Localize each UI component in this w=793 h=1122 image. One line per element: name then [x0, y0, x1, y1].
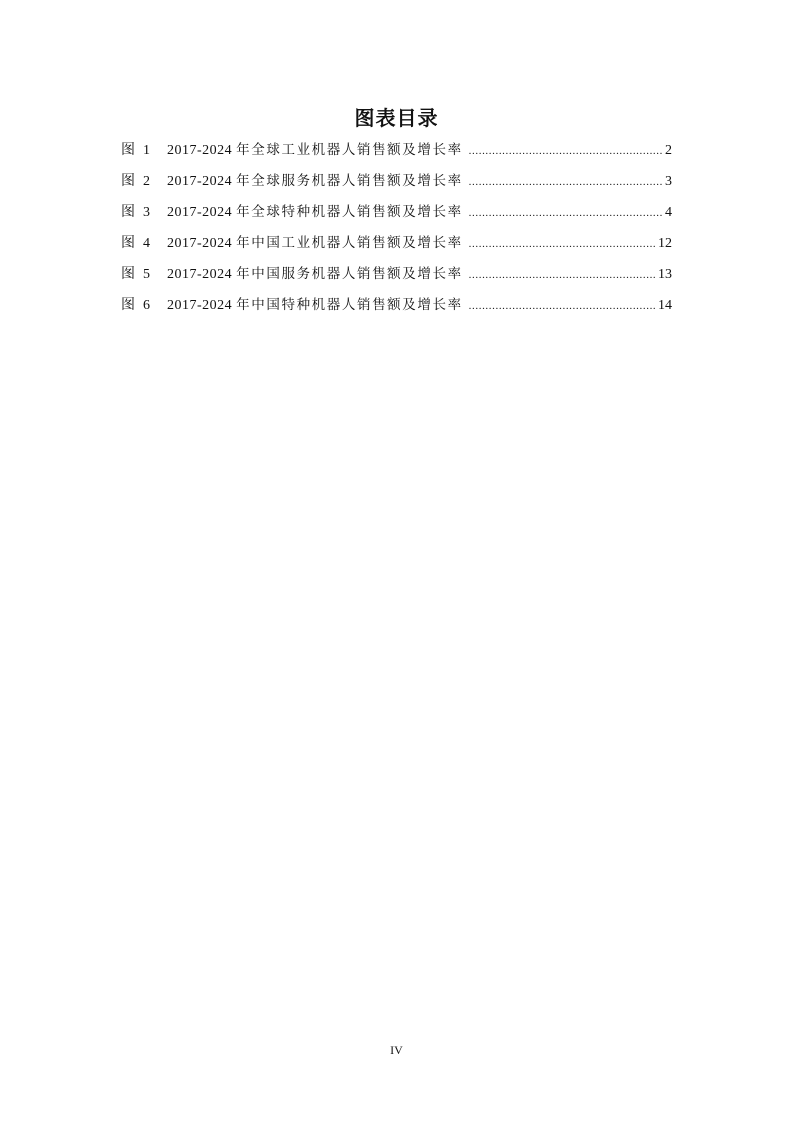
- figure-title: [167, 232, 463, 255]
- toc-entry[interactable]: [121, 263, 672, 294]
- toc-entry[interactable]: [121, 201, 672, 232]
- figure-number: 1: [143, 143, 150, 158]
- dot-leader: [469, 264, 656, 286]
- toc-entry[interactable]: [121, 170, 672, 201]
- figure-title-text: 年中国服务机器人销售额及增长率: [236, 266, 463, 282]
- toc-entry[interactable]: [121, 232, 672, 263]
- dot-leader: [469, 171, 663, 193]
- page-number: 2: [665, 143, 672, 158]
- figure-year-range: 2017-2024: [167, 236, 233, 251]
- toc-entry[interactable]: [121, 139, 672, 170]
- page-number: 3: [665, 174, 672, 189]
- figure-number: 4: [143, 236, 150, 251]
- figure-title-text: 年中国工业机器人销售额及增长率: [236, 235, 463, 251]
- dot-leader: [469, 202, 663, 224]
- figure-label-text: 图: [121, 235, 135, 251]
- figure-title-text: 年中国特种机器人销售额及增长率: [236, 297, 463, 313]
- figure-year-range: 2017-2024: [167, 143, 233, 158]
- figure-title: [167, 201, 463, 224]
- figure-year-range: 2017-2024: [167, 298, 233, 313]
- page-number: 14: [658, 298, 672, 313]
- figure-label: [121, 139, 167, 162]
- figure-number: 2: [143, 174, 150, 189]
- dot-leader: [469, 140, 663, 162]
- figure-label: [121, 232, 167, 255]
- page-number: 13: [658, 267, 672, 282]
- figure-label-text: 图: [121, 204, 135, 220]
- footer-page-number: IV: [390, 1043, 403, 1057]
- figure-number: 3: [143, 205, 150, 220]
- figure-label: [121, 170, 167, 193]
- figure-title-text: 年全球工业机器人销售额及增长率: [236, 142, 463, 158]
- figure-year-range: 2017-2024: [167, 205, 233, 220]
- figure-label: [121, 201, 167, 224]
- figure-number: 5: [143, 267, 150, 282]
- figure-title: [167, 294, 463, 317]
- page-number: 4: [665, 205, 672, 220]
- figure-label-text: 图: [121, 142, 135, 158]
- figure-title-text: 年全球特种机器人销售额及增长率: [236, 204, 463, 220]
- figure-year-range: 2017-2024: [167, 174, 233, 189]
- figure-list: [121, 139, 672, 325]
- page-title: 图表目录: [354, 106, 439, 130]
- toc-entry[interactable]: [121, 294, 672, 325]
- figure-number: 6: [143, 298, 150, 313]
- dot-leader: [469, 295, 656, 317]
- figure-title: [167, 170, 463, 193]
- figure-label-text: 图: [121, 297, 135, 313]
- figure-label: [121, 294, 167, 317]
- figure-title: [167, 263, 463, 286]
- figure-year-range: 2017-2024: [167, 267, 233, 282]
- figure-title: [167, 139, 463, 162]
- figure-title-text: 年全球服务机器人销售额及增长率: [236, 173, 463, 189]
- figure-label: [121, 263, 167, 286]
- figure-label-text: 图: [121, 266, 135, 282]
- dot-leader: [469, 233, 656, 255]
- page-number: 12: [658, 236, 672, 251]
- figure-label-text: 图: [121, 173, 135, 189]
